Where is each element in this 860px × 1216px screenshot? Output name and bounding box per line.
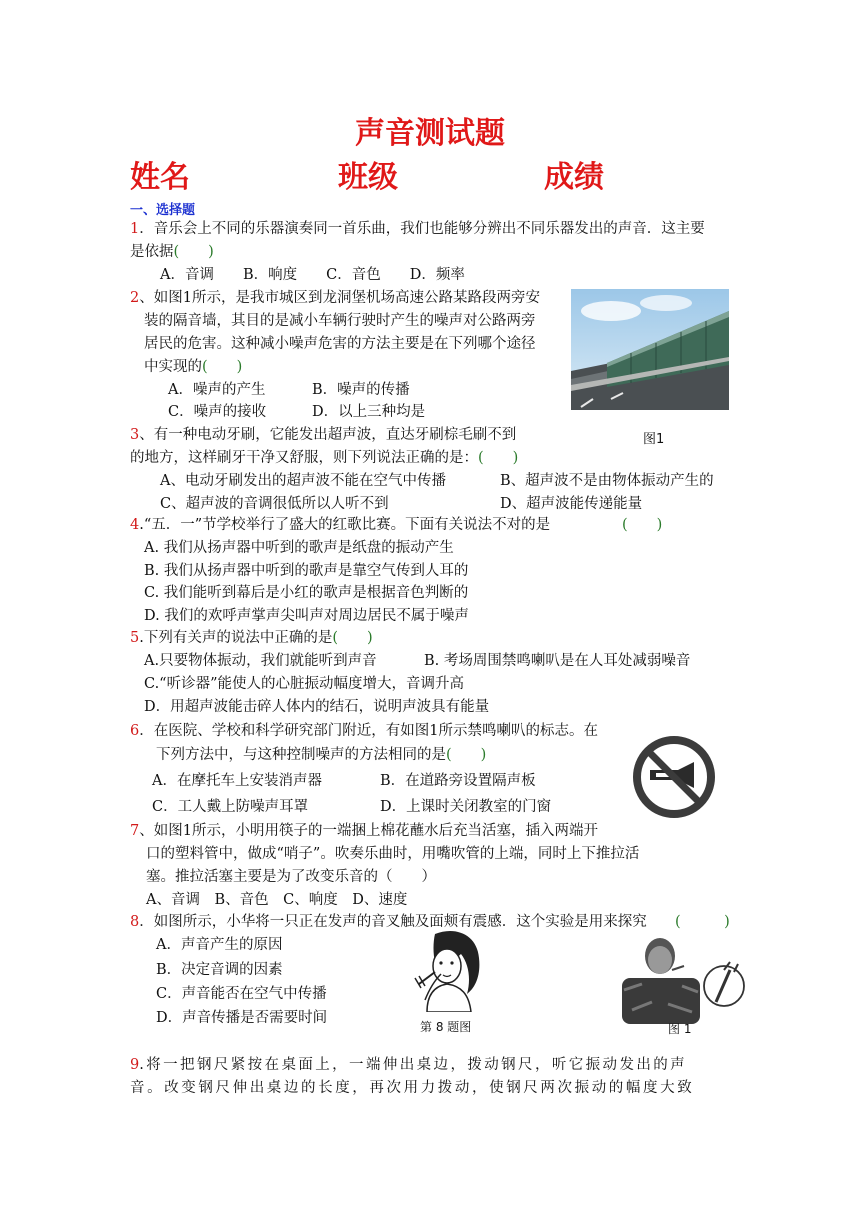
q6-option-c: C．工人戴上防噪声耳罩 [152,799,309,815]
q3-line1: 3、有一种电动牙刷，它能发出超声波，直达牙刷棕毛刷不到 [130,427,517,443]
q6-line2: 下列方法中，与这种控制噪声的方法相同的是( ) [156,747,487,763]
q4-number: 4 [130,517,140,533]
q7-line2: 口的塑料管中，做成“哨子”。吹奏乐曲时，用嘴吹管的上端，同时上下推拉活 [146,846,640,862]
answer-paren: ( ) [675,914,730,930]
answer-paren: ( ) [446,747,487,763]
q8-number: 8 [130,914,140,930]
q2-option-b: B．噪声的传播 [312,382,410,398]
answer-paren: ( ) [478,450,519,466]
q2-number: 2 [130,290,140,306]
q5-number: 5 [130,630,140,646]
q9-line1: 9.将一把钢尺紧按在桌面上，一端伸出桌边，拨动钢尺，听它振动发出的声 [130,1057,688,1073]
q4-option-b: B. 我们从扬声器中听到的歌声是靠空气传到人耳的 [144,563,469,579]
q5-line1: 5.下列有关声的说法中正确的是( ) [130,630,373,646]
q2-line3: 居民的危害。这种减小噪声危害的方法主要是在下列哪个途径 [144,336,536,352]
q3-line2: 的地方，这样刷牙干净又舒服，则下列说法正确的是：( ) [130,450,519,466]
q6-option-a: A．在摩托车上安装消声器 [152,773,322,789]
q8-figure-caption: 第 8 题图 [420,1020,472,1034]
q4-option-a: A. 我们从扬声器中听到的歌声是纸盘的振动产生 [144,540,454,556]
q7-line3: 塞。推拉活塞主要是为了改变乐音的（ ） [146,869,436,885]
q8-option-d: D．声音传播是否需要时间 [156,1010,328,1026]
q2-option-d: D．以上三种均是 [312,404,426,420]
q1-line1: 1．音乐会上不同的乐器演奏同一首乐曲，我们也能够分辨出不同乐器发出的声音．这主要 [130,221,705,237]
q1-options: A．音调 B．响度 C．音色 D．频率 [160,267,465,283]
q2-option-a: A．噪声的产生 [168,382,266,398]
q3-option-c: C、超声波的音调很低所以人听不到 [160,496,389,512]
class-label: 班级 [338,160,398,195]
no-horn-sign-icon [632,735,716,819]
q7-number: 7 [130,823,140,839]
q5-option-b: B. 考场周围禁鸣喇叭是在人耳处减弱噪音 [424,653,691,669]
q2-option-c: C．噪声的接收 [168,404,267,420]
q5-option-d: D．用超声波能击碎人体内的结石，说明声波具有能量 [144,699,490,715]
q3-number: 3 [130,427,140,443]
q8-option-a: A．声音产生的原因 [156,937,283,953]
figure-1-caption-q8: 图 1 [668,1022,692,1036]
figure-1-caption: 图1 [643,432,665,447]
q6-line1: 6．在医院、学校和科学研究部门附近，有如图1所示禁鸣喇叭的标志。在 [130,723,598,739]
q7-options: A、音调 B、音色 C、响度 D、速度 [146,892,408,908]
answer-paren: ( ) [332,630,373,646]
q3-option-d: D、超声波能传递能量 [500,496,643,512]
q6-number: 6 [130,723,140,739]
q4-option-c: C. 我们能听到幕后是小红的歌声是根据音色判断的 [144,585,469,601]
answer-paren: ( ) [202,359,243,375]
name-label: 姓名 [130,160,190,195]
q1-line2: 是依据( ) [130,244,214,260]
q8-line1: 8．如图所示，小华将一只正在发声的音叉触及面颊有震感．这个实验是用来探究 [130,914,647,930]
q4-line1: 4.“五．一”节学校举行了盛大的红歌比赛。下面有关说法不对的是 [130,517,551,533]
q2-line4: 中实现的( ) [144,359,243,375]
q9-number: 9 [130,1057,140,1073]
q7-line1: 7、如图1所示，小明用筷子的一端捆上棉花蘸水后充当活塞，插入两端开 [130,823,598,839]
q2-line2: 装的隔音墙，其目的是减小车辆行驶时产生的噪声对公路两旁 [144,313,536,329]
q8-option-c: C．声音能否在空气中传播 [156,986,327,1002]
page-title: 声音测试题 [355,116,505,151]
q5-option-c: C.“听诊器”能使人的心脏振动幅度增大，音调升高 [144,676,465,692]
highway-noise-barrier-photo [571,289,729,410]
section-heading: 一、选择题 [130,203,196,218]
answer-paren: ( ) [173,244,214,260]
q2-line1: 2、如图1所示，是我市城区到龙洞堡机场高速公路某路段两旁安 [130,290,540,306]
q5-option-a: A.只要物体振动，我们就能听到声音 [144,653,377,669]
q6-option-b: B．在道路旁设置隔声板 [380,773,536,789]
q8-option-b: B．决定音调的因素 [156,962,283,978]
q3-option-b: B、超声波不是由物体振动产生的 [500,473,714,489]
q1-number: 1 [130,221,140,237]
score-label: 成绩 [544,160,604,195]
q3-option-a: A、电动牙刷发出的超声波不能在空气中传播 [160,473,446,489]
answer-paren: ( ) [622,517,663,533]
q6-option-d: D．上课时关闭教室的门窗 [380,799,552,815]
q9-line2: 音。改变钢尺伸出桌边的长度，再次用力拨动，使钢尺两次振动的幅度大致 [130,1080,695,1096]
girl-tuning-fork-illustration [405,928,490,1012]
q4-option-d: D. 我们的欢呼声掌声尖叫声对周边居民不属于噪声 [144,608,469,624]
